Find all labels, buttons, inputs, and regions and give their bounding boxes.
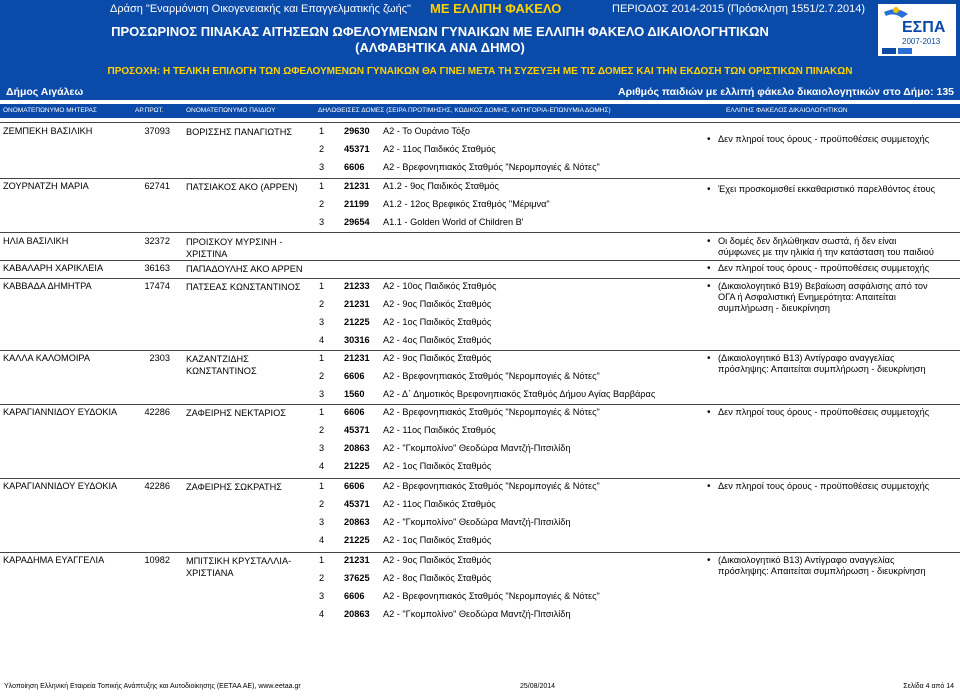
structure-description: Α2 - 11ος Παιδικός Σταθμός xyxy=(383,144,496,154)
structure-code: 29630 xyxy=(344,126,370,136)
protocol-number: 42286 xyxy=(144,407,170,417)
structure-code: 21199 xyxy=(344,199,370,209)
warning-text: ΠΡΟΣΟΧΗ: Η ΤΕΛΙΚΗ ΕΠΙΛΟΓΗ ΤΩΝ ΩΦΕΛΟΥΜΕΝΩΝ ΓΥΝΑΙΚΩΝ ΘΑ ΓΙΝΕΙ ΜΕΤΑ ΤΗ ΣΥΖΕΥΞΗ ΜΕ ΤΙΣ ΔΟΜΕΣ ΚΑΙ ΤΗΝ ΕΚΔΟΣΗ ΤΩΝ ΟΡΙΣΤΙΚΩΝ ΠΙΝΑΚΩΝ xyxy=(107,66,853,77)
structure-order: 3 xyxy=(319,317,325,327)
footer-date: 25/08/2014 xyxy=(520,683,556,690)
col-structures: ΔΗΛΩΘΕΙΣΕΣ ΔΟΜΕΣ (ΣΕΙΡΑ ΠΡΟΤΙΜΗΣΗΣ, ΚΩΔΙΚΟΣ ΔΟΜΗΣ, ΚΑΤΗΓΟΡΙΑ-ΕΠΩΝΥΜΙΑ ΔΟΜΗΣ) xyxy=(318,107,611,114)
structure-code: 21231 xyxy=(344,353,370,363)
child-name xyxy=(186,353,257,377)
child-name-line: ΧΡΙΣΤΙΝΑ xyxy=(186,249,228,259)
structure-description: Α2 - 11ος Παιδικός Σταθμός xyxy=(383,425,496,435)
structure-description: Α2 - Βρεφονηπιακός Σταθμός "Νερομπογιές & Νότες" xyxy=(383,591,600,601)
structure-code: 20863 xyxy=(344,517,370,527)
mother-name: ΖΟΥΡΝΑΤΖΗ ΜΑΡΙΑ xyxy=(3,181,89,191)
protocol-number: 2303 xyxy=(149,353,170,363)
structure-code: 45371 xyxy=(344,499,370,509)
row-separator xyxy=(0,260,960,261)
row-separator xyxy=(0,122,960,123)
mother-name: ΚΑΛΛΑ ΚΑΛΟΜΟΙΡΑ xyxy=(3,353,90,363)
structure-order: 1 xyxy=(319,126,325,136)
structure-description: Α2 - 11ος Παιδικός Σταθμός xyxy=(383,499,496,509)
structure-order: 3 xyxy=(319,443,325,453)
row-separator xyxy=(0,232,960,233)
structure-description: Α2 - 9ος Παιδικός Σταθμός xyxy=(383,353,492,363)
note-line: • Δεν πληροί τους όρους - προϋποθέσεις συμμετοχής xyxy=(718,481,930,491)
municipality-name: Δήμος Αιγάλεω xyxy=(6,86,84,98)
structure-description: Α1.2 - 12ος Βρεφικός Σταθμός "Μέριμνα" xyxy=(383,199,550,209)
missing-documents-note xyxy=(718,281,928,314)
missing-documents-note xyxy=(718,481,929,492)
espa-logo xyxy=(878,4,956,56)
structure-order: 3 xyxy=(319,389,325,399)
note-line: • (Δικαιολογητικό Β13) Αντίγραφο αναγγελίας xyxy=(718,555,895,565)
structure-description: Α2 - 9ος Παιδικός Σταθμός xyxy=(383,555,492,565)
structure-order: 3 xyxy=(319,591,325,601)
structure-order: 2 xyxy=(319,573,325,583)
structure-code: 6606 xyxy=(344,371,365,381)
child-name xyxy=(186,236,282,260)
structure-code: 6606 xyxy=(344,407,365,417)
structure-order: 2 xyxy=(319,299,325,309)
structure-order: 3 xyxy=(319,217,325,227)
structure-description: Α1.1 - Golden World of Children B' xyxy=(383,217,524,227)
structure-order: 4 xyxy=(319,461,325,471)
structure-code: 45371 xyxy=(344,144,370,154)
mother-name: ΖΕΜΠΕΚΗ ΒΑΣΙΛΙΚΗ xyxy=(3,126,93,136)
column-header-row xyxy=(0,104,960,118)
row-separator xyxy=(0,178,960,179)
structure-code: 21231 xyxy=(344,181,370,191)
child-name xyxy=(186,407,286,419)
note-line: ΟΓΑ ή Ασφαλιστική Ενημερότητα: Απαιτείται xyxy=(718,292,896,302)
child-name-line: ΖΑΦΕΙΡΗΣ ΝΕΚΤΑΡΙΟΣ xyxy=(186,408,286,418)
mother-name: ΗΛΙΑ ΒΑΣΙΛΙΚΗ xyxy=(3,236,69,246)
child-name-line: ΜΠΙΤΣΙΚΗ ΚΡΥΣΤΑΛΛΙΑ- xyxy=(186,556,292,566)
protocol-number: 42286 xyxy=(144,481,170,491)
structure-order: 1 xyxy=(319,407,325,417)
structure-order: 1 xyxy=(319,555,325,565)
mother-name: ΚΑΒΑΛΑΡΗ ΧΑΡΙΚΛΕΙΑ xyxy=(3,263,104,273)
structure-description: Α2 - Βρεφονηπιακός Σταθμός "Νερομπογιές & Νότες" xyxy=(383,371,600,381)
structure-code: 6606 xyxy=(344,162,365,172)
structure-description: Α2 - 10ος Παιδικός Σταθμός xyxy=(383,281,497,291)
structure-code: 20863 xyxy=(344,443,370,453)
row-separator xyxy=(0,278,960,279)
structure-order: 4 xyxy=(319,609,325,619)
structure-code: 21231 xyxy=(344,555,370,565)
note-line: • Δεν πληροί τους όρους - προϋποθέσεις συμμετοχής xyxy=(718,263,930,273)
structure-code: 6606 xyxy=(344,591,365,601)
col-mother: ΟΝΟΜΑΤΕΠΩΝΥΜΟ ΜΗΤΕΡΑΣ xyxy=(3,107,97,114)
mother-name: ΚΑΡΑΔΗΜΑ ΕΥΑΓΓΕΛΙΑ xyxy=(3,555,105,565)
note-line: • Έχει προσκομισθεί εκκαθαριστικό παρελθόντος έτους xyxy=(718,184,936,194)
structure-code: 20863 xyxy=(344,609,370,619)
child-name xyxy=(186,126,292,138)
protocol-number: 17474 xyxy=(144,281,170,291)
program-title: Δράση "Εναρμόνιση Οικογενειακής και Επαγγελματικής ζωής" xyxy=(110,3,411,15)
row-separator xyxy=(0,552,960,553)
missing-documents-note xyxy=(718,236,934,258)
protocol-number: 37093 xyxy=(144,126,170,136)
child-name-line: ΠΑΤΣΙΑΚΟΣ ΑΚΟ (ΑΡΡΕΝ) xyxy=(186,182,298,192)
structure-code: 30316 xyxy=(344,335,370,345)
protocol-number: 36163 xyxy=(144,263,170,273)
col-missing: ΕΛΛΙΠΗΣ ΦΑΚΕΛΟΣ ΔΙΚΑΙΟΛΟΓΗΤΙΚΩΝ xyxy=(726,107,848,114)
child-name-line: ΧΡΙΣΤΙΑΝΑ xyxy=(186,568,234,578)
structure-description: Α2 - 1ος Παιδικός Σταθμός xyxy=(383,317,492,327)
mother-name: ΚΑΡΑΓΙΑΝΝΙΔΟΥ ΕΥΔΟΚΙΑ xyxy=(3,481,118,491)
structure-code: 1560 xyxy=(344,389,365,399)
incomplete-file-label: ΜΕ ΕΛΛΙΠΗ ΦΑΚΕΛΟ xyxy=(430,1,562,16)
structure-code: 21233 xyxy=(344,281,370,291)
missing-documents-note xyxy=(718,184,935,195)
note-line: συμπλήρωση - διευκρίνηση xyxy=(718,303,830,313)
child-name xyxy=(186,181,298,193)
children-count: Αριθμός παιδιών με ελλιπή φάκελο δικαιολογητικών στο Δήμο: 135 xyxy=(618,86,954,98)
structure-order: 3 xyxy=(319,517,325,527)
structure-order: 2 xyxy=(319,199,325,209)
footer-credit: Υλοποίηση Ελληνική Εταιρεία Τοπικής Ανάπτυξης και Αυτοδιοίκησης (ΕΕΤΑΑ ΑΕ), www.eetaa.gr xyxy=(4,683,301,690)
missing-documents-note xyxy=(718,263,929,274)
structure-code: 21225 xyxy=(344,461,370,471)
structure-code: 21231 xyxy=(344,299,370,309)
note-line: πρόσληψης: Απαιτείται συμπλήρωση - διευκρίνηση xyxy=(718,566,926,576)
structure-description: Α2 - Βρεφονηπιακός Σταθμός "Νερομπογιές & Νότες" xyxy=(383,407,600,417)
note-line: • Δεν πληροί τους όρους - προϋποθέσεις συμμετοχής xyxy=(718,134,930,144)
structure-code: 29654 xyxy=(344,217,370,227)
note-line: σύμφωνες με την ηλικία ή την κατάσταση του παιδιού xyxy=(718,247,934,257)
structure-order: 4 xyxy=(319,335,325,345)
structure-code: 21225 xyxy=(344,535,370,545)
structure-code: 37625 xyxy=(344,573,370,583)
structure-description: Α2 - Δ΄ Δημοτικός Βρεφονηπιακός Σταθμός Δήμου Αγίας Βαρβάρας xyxy=(383,389,656,399)
note-line: • Οι δομές δεν δηλώθηκαν σωστά, ή δεν είναι xyxy=(718,236,897,246)
structure-description: Α2 - 8ος Παιδικός Σταθμός xyxy=(383,573,492,583)
structure-order: 2 xyxy=(319,144,325,154)
structure-order: 1 xyxy=(319,181,325,191)
missing-documents-note xyxy=(718,555,926,577)
structure-code: 6606 xyxy=(344,481,365,491)
child-name-line: ΒΟΡΙΣΣΗΣ ΠΑΝΑΓΙΩΤΗΣ xyxy=(186,127,293,137)
structure-description: Α1.2 - 9ος Παιδικός Σταθμός xyxy=(383,181,499,191)
structure-order: 3 xyxy=(319,162,325,172)
structure-description: Α2 - 1ος Παιδικός Σταθμός xyxy=(383,461,492,471)
structure-code: 21225 xyxy=(344,317,370,327)
note-line: πρόσληψης: Απαιτείται συμπλήρωση - διευκρίνηση xyxy=(718,364,926,374)
structure-order: 1 xyxy=(319,353,325,363)
protocol-number: 10982 xyxy=(144,555,170,565)
structure-description: Α2 - Βρεφονηπιακός Σταθμός "Νερομπογιές & Νότες" xyxy=(383,162,600,172)
structure-description: Α2 - "Γκομπολίνο" Θεοδώρα Μαντζή-Πιτσιλίδη xyxy=(383,609,571,619)
protocol-number: 62741 xyxy=(144,181,170,191)
structure-order: 2 xyxy=(319,499,325,509)
footer-page: Σελίδα 4 από 14 xyxy=(903,683,954,690)
period-label: ΠΕΡΙΟΔΟΣ 2014-2015 (Πρόσκληση 1551/2.7.2014) xyxy=(612,3,866,15)
svg-text:ΕΣΠΑ: ΕΣΠΑ xyxy=(902,19,946,36)
missing-documents-note xyxy=(718,134,929,145)
note-line: • (Δικαιολογητικό Β13) Αντίγραφο αναγγελίας xyxy=(718,353,895,363)
col-protocol: ΑΡ.ΠΡΩΤ. xyxy=(135,107,164,114)
structure-description: Α2 - 9ος Παιδικός Σταθμός xyxy=(383,299,492,309)
row-separator xyxy=(0,350,960,351)
col-child: ΟΝΟΜΑΤΕΠΩΝΥΜΟ ΠΑΙΔΙΟΥ xyxy=(186,107,276,114)
protocol-number: 32372 xyxy=(144,236,170,246)
row-separator xyxy=(0,404,960,405)
table-title: ΠΡΟΣΩΡΙΝΟΣ ΠΙΝΑΚΑΣ ΑΙΤΗΣΕΩΝ ΩΦΕΛΟΥΜΕΝΩΝ ΓΥΝΑΙΚΩΝ ΜΕ ΕΛΛΙΠΗ ΦΑΚΕΛΟ ΔΙΚΑΙΟΛΟΓΗΤΙΚΩΝ xyxy=(111,24,769,39)
child-name-line: ΚΩΝΣΤΑΝΤΙΝΟΣ xyxy=(186,366,257,376)
structure-code: 45371 xyxy=(344,425,370,435)
structure-order: 1 xyxy=(319,281,325,291)
structure-order: 4 xyxy=(319,535,325,545)
child-name xyxy=(186,281,301,293)
structure-description: Α2 - Βρεφονηπιακός Σταθμός "Νερομπογιές & Νότες" xyxy=(383,481,600,491)
child-name-line: ΚΑΖΑΝΤΖΙΔΗΣ xyxy=(186,354,249,364)
missing-documents-note xyxy=(718,353,926,375)
structure-order: 1 xyxy=(319,481,325,491)
structure-order: 2 xyxy=(319,425,325,435)
structure-description: Α2 - "Γκομπολίνο" Θεοδώρα Μαντζή-Πιτσιλίδη xyxy=(383,517,571,527)
child-name xyxy=(186,481,282,493)
table-subtitle: (ΑΛΦΑΒΗΤΙΚΑ ΑΝΑ ΔΗΜΟ) xyxy=(355,40,525,55)
child-name-line: ΠΑΠΑΔΟΥΛΗΣ ΑΚΟ ΑΡΡΕΝ xyxy=(186,264,303,274)
row-separator xyxy=(0,478,960,479)
note-line: • (Δικαιολογητικό Β19) Βεβαίωση ασφάλισης από τον xyxy=(718,281,928,291)
structure-description: Α2 - 1ος Παιδικός Σταθμός xyxy=(383,535,492,545)
svg-text:2007-2013: 2007-2013 xyxy=(902,37,941,46)
structure-order: 2 xyxy=(319,371,325,381)
document-header xyxy=(0,0,960,100)
mother-name: ΚΑΒΒΑΔΑ ΔΗΜΗΤΡΑ xyxy=(3,281,92,291)
child-name-line: ΖΑΦΕΙΡΗΣ ΣΩΚΡΑΤΗΣ xyxy=(186,482,282,492)
mother-name: ΚΑΡΑΓΙΑΝΝΙΔΟΥ ΕΥΔΟΚΙΑ xyxy=(3,407,118,417)
child-name-line: ΠΑΤΣΕΑΣ ΚΩΝΣΤΑΝΤΙΝΟΣ xyxy=(186,282,301,292)
structure-description: Α2 - "Γκομπολίνο" Θεοδώρα Μαντζή-Πιτσιλίδη xyxy=(383,443,571,453)
missing-documents-note xyxy=(718,407,929,418)
child-name-line: ΠΡΟΙΣΚΟΥ ΜΥΡΣΙΝΗ - xyxy=(186,237,283,247)
note-line: • Δεν πληροί τους όρους - προϋποθέσεις συμμετοχής xyxy=(718,407,930,417)
child-name xyxy=(186,263,303,275)
child-name xyxy=(186,555,291,579)
structure-description: Α2 - 4ος Παιδικός Σταθμός xyxy=(383,335,492,345)
structure-description: Α2 - Το Ουράνιο Τόξο xyxy=(383,126,471,136)
